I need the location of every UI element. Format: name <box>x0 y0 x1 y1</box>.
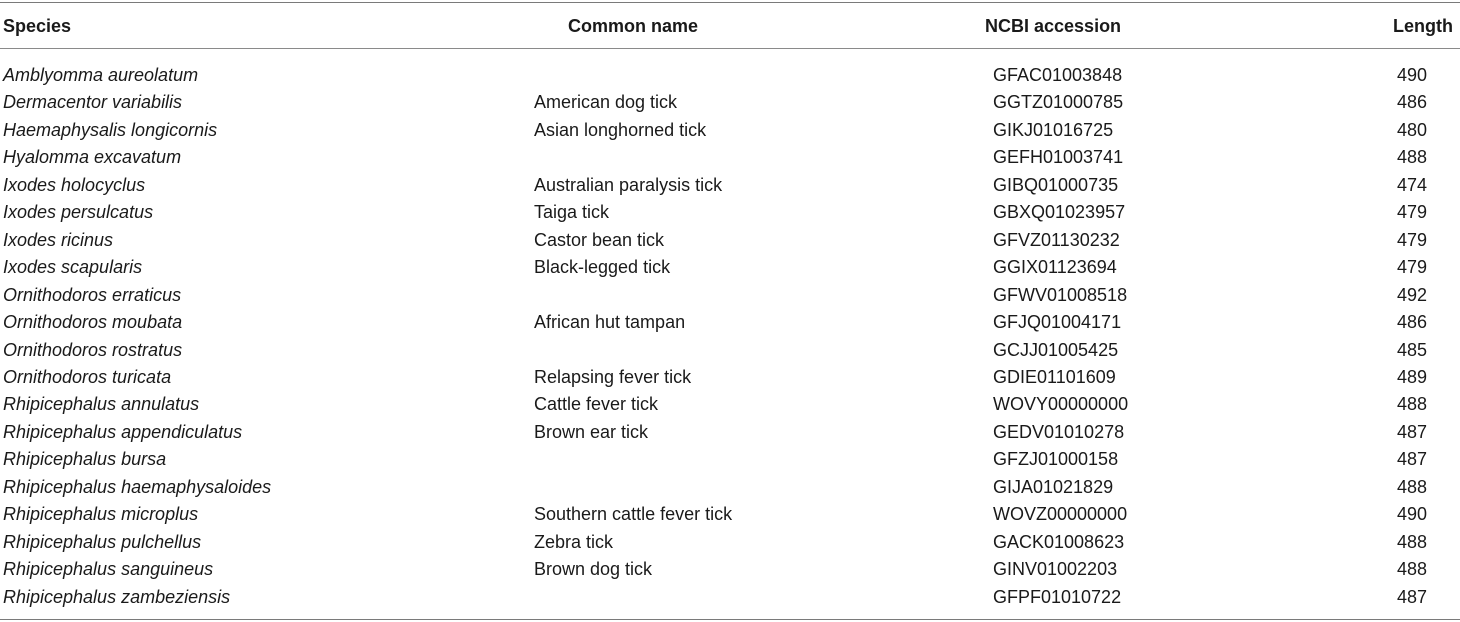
common-name-cell: Cattle fever tick <box>534 394 659 415</box>
length-cell: 488 <box>1397 559 1428 580</box>
species-cell: Ixodes ricinus <box>3 229 114 250</box>
common-name-cell: Relapsing fever tick <box>534 366 692 387</box>
ncbi-accession-cell: GFWV01008518 <box>993 284 1128 305</box>
table-row <box>0 144 1460 171</box>
table-row <box>0 254 1460 281</box>
species-cell: Ixodes holocyclus <box>3 174 146 195</box>
species-cell: Rhipicephalus sanguineus <box>3 559 214 580</box>
table-row <box>0 446 1460 473</box>
species-cell: Haemaphysalis longicornis <box>3 119 218 140</box>
table-row <box>0 419 1460 446</box>
common-name-cell: Brown dog tick <box>534 559 653 580</box>
table-row <box>0 556 1460 583</box>
common-name-cell: Castor bean tick <box>534 229 665 250</box>
common-name-cell: Asian longhorned tick <box>534 119 707 140</box>
length-cell: 492 <box>1397 284 1428 305</box>
species-cell: Ornithodoros erraticus <box>3 284 182 305</box>
table-row <box>0 309 1460 336</box>
ncbi-accession-cell: GINV01002203 <box>993 559 1118 580</box>
length-cell: 488 <box>1397 394 1428 415</box>
length-cell: 479 <box>1397 202 1428 223</box>
length-cell: 487 <box>1397 586 1428 607</box>
ncbi-accession-cell: GFVZ01130232 <box>993 229 1120 250</box>
species-cell: Dermacentor variabilis <box>3 92 183 113</box>
ncbi-accession-cell: WOVY00000000 <box>993 394 1129 415</box>
ncbi-accession-cell: GIBQ01000735 <box>993 174 1119 195</box>
common-name-cell: Black-legged tick <box>534 257 671 278</box>
table-row <box>0 474 1460 501</box>
ncbi-accession-cell: GFZJ01000158 <box>993 449 1119 470</box>
species-cell: Ornithodoros moubata <box>3 312 183 333</box>
header-ncbi-accession: NCBI accession <box>985 16 1122 36</box>
header-species: Species <box>3 16 72 36</box>
length-cell: 488 <box>1397 147 1428 168</box>
table-row <box>0 117 1460 144</box>
ncbi-accession-cell: GEDV01010278 <box>993 421 1125 442</box>
ncbi-accession-cell: GCJJ01005425 <box>993 339 1119 360</box>
ncbi-accession-cell: GDIE01101609 <box>993 366 1116 387</box>
length-cell: 488 <box>1397 531 1428 552</box>
length-cell: 487 <box>1397 449 1428 470</box>
table-bottom-rule <box>0 619 1460 620</box>
length-cell: 474 <box>1397 174 1428 195</box>
table-row <box>0 584 1460 611</box>
ncbi-accession-cell: GGIX01123694 <box>993 257 1117 278</box>
table-row <box>0 529 1460 556</box>
ncbi-accession-cell: GIJA01021829 <box>993 476 1114 497</box>
ncbi-accession-cell: GGTZ01000785 <box>993 92 1124 113</box>
table-header-row <box>0 11 1460 41</box>
table-row <box>0 282 1460 309</box>
table-row <box>0 501 1460 528</box>
species-cell: Rhipicephalus pulchellus <box>3 531 202 552</box>
length-cell: 488 <box>1397 476 1428 497</box>
length-cell: 479 <box>1397 257 1428 278</box>
table-row <box>0 337 1460 364</box>
species-cell: Ixodes persulcatus <box>3 202 154 223</box>
table-row <box>0 62 1460 89</box>
ncbi-accession-cell: GEFH01003741 <box>993 147 1124 168</box>
species-cell: Ornithodoros rostratus <box>3 339 183 360</box>
table-row <box>0 172 1460 199</box>
common-name-cell: Taiga tick <box>534 202 610 223</box>
length-cell: 487 <box>1397 421 1428 442</box>
table-top-rule <box>0 2 1460 3</box>
common-name-cell: Australian paralysis tick <box>534 174 723 195</box>
ncbi-accession-cell: GIKJ01016725 <box>993 119 1114 140</box>
length-cell: 486 <box>1397 312 1428 333</box>
length-cell: 490 <box>1397 504 1428 525</box>
table-row <box>0 89 1460 116</box>
common-name-cell: Zebra tick <box>534 531 614 552</box>
species-cell: Rhipicephalus zambeziensis <box>3 586 231 607</box>
ncbi-accession-cell: GFJQ01004171 <box>993 312 1122 333</box>
length-cell: 480 <box>1397 119 1428 140</box>
ncbi-accession-cell: WOVZ00000000 <box>993 504 1128 525</box>
table-row <box>0 227 1460 254</box>
species-cell: Hyalomma excavatum <box>3 147 182 168</box>
species-cell: Rhipicephalus annulatus <box>3 394 200 415</box>
ncbi-accession-cell: GACK01008623 <box>993 531 1125 552</box>
length-cell: 489 <box>1397 366 1428 387</box>
length-cell: 485 <box>1397 339 1428 360</box>
common-name-cell: African hut tampan <box>534 312 686 333</box>
species-cell: Amblyomma aureolatum <box>3 65 199 85</box>
table-row <box>0 364 1460 391</box>
table-header-rule <box>0 48 1460 49</box>
common-name-cell: Southern cattle fever tick <box>534 504 733 525</box>
header-length: Length <box>1393 16 1453 36</box>
length-cell: 479 <box>1397 229 1428 250</box>
species-cell: Rhipicephalus bursa <box>3 449 167 470</box>
header-common-name: Common name <box>568 16 699 36</box>
table-row <box>0 391 1460 418</box>
ncbi-accession-cell: GFAC01003848 <box>993 65 1123 85</box>
species-cell: Ornithodoros turicata <box>3 366 172 387</box>
species-cell: Ixodes scapularis <box>3 257 143 278</box>
species-cell: Rhipicephalus appendiculatus <box>3 421 243 442</box>
common-name-cell: American dog tick <box>534 92 678 113</box>
length-cell: 486 <box>1397 92 1428 113</box>
species-cell: Rhipicephalus microplus <box>3 504 199 525</box>
ncbi-accession-cell: GFPF01010722 <box>993 586 1122 607</box>
length-cell: 490 <box>1397 65 1428 85</box>
species-cell: Rhipicephalus haemaphysaloides <box>3 476 272 497</box>
table-row <box>0 199 1460 226</box>
ncbi-accession-cell: GBXQ01023957 <box>993 202 1126 223</box>
common-name-cell: Brown ear tick <box>534 421 649 442</box>
